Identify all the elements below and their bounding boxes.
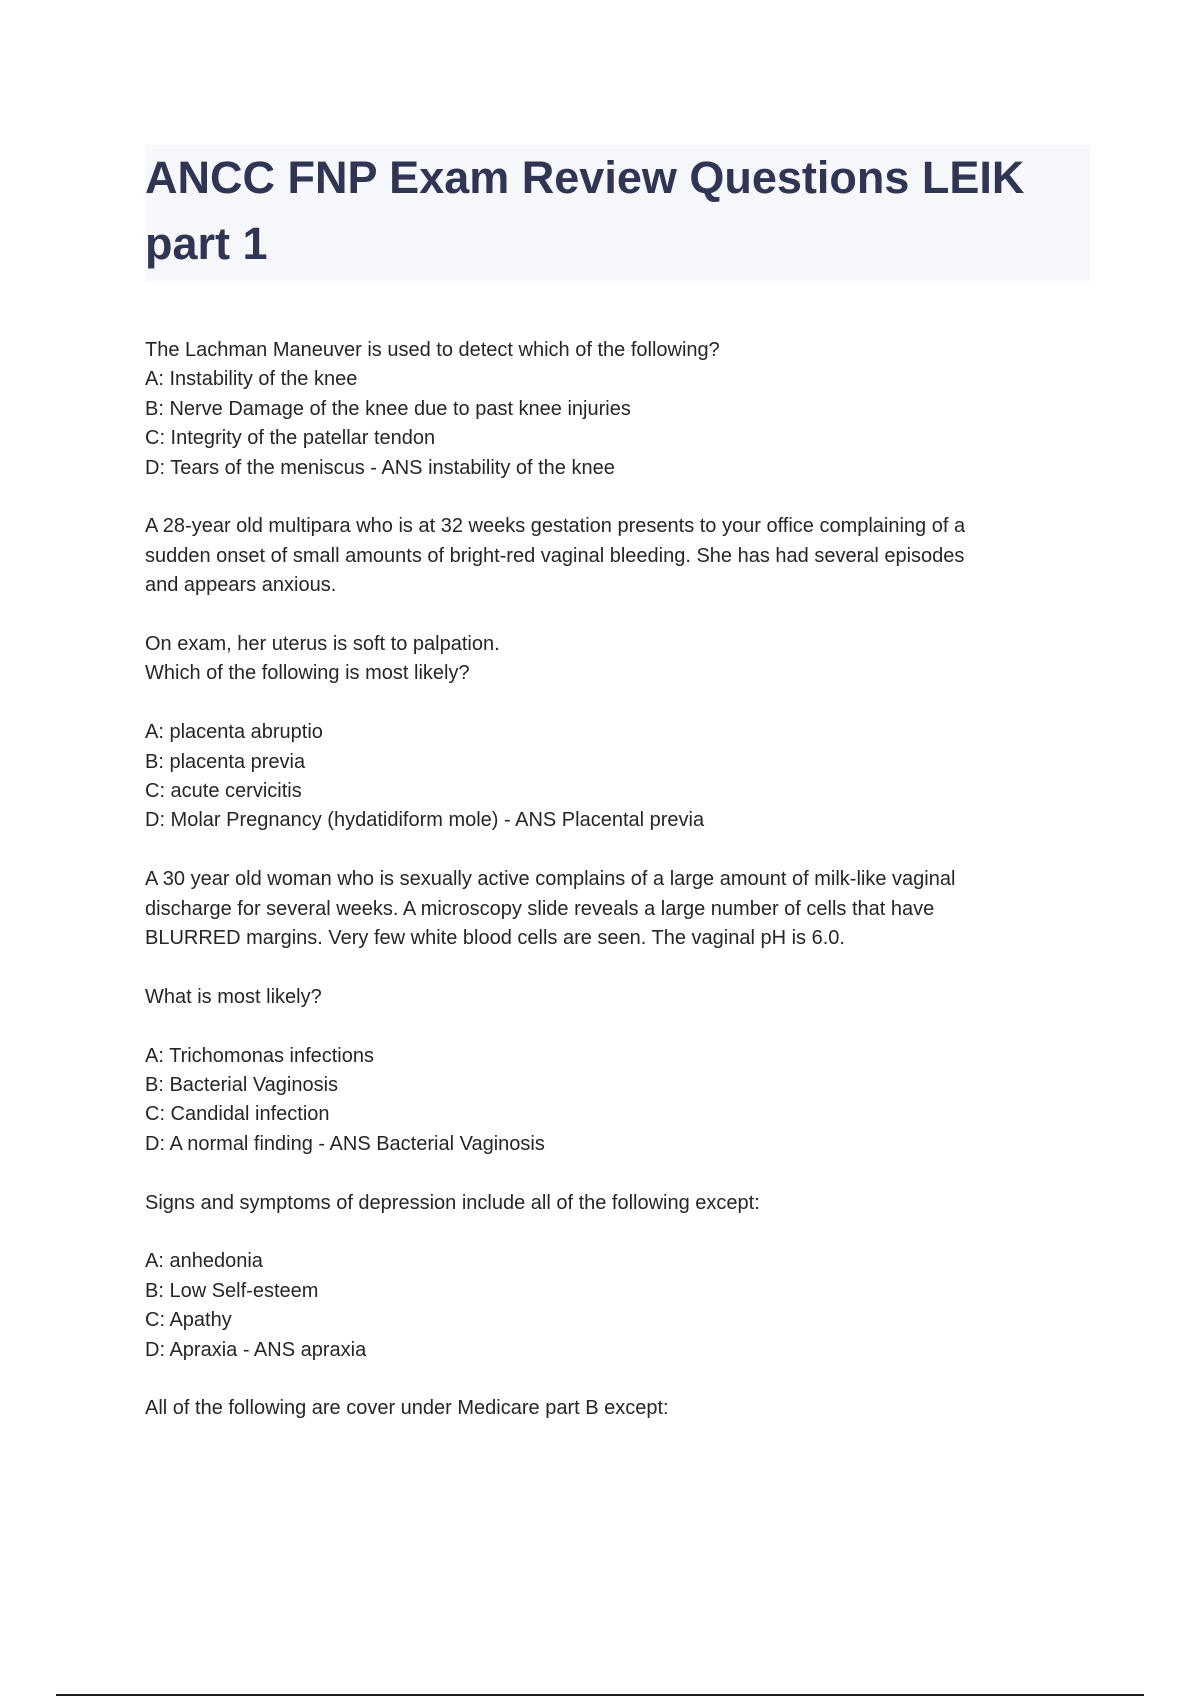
question-2 (145, 512, 1090, 835)
question-stem: A 30 year old woman who is sexually active complains of a large amount of milk-like vaginal (145, 868, 956, 891)
question-stem: All of the following are cover under Medicare part B except: (145, 1397, 669, 1420)
answer-option-c: C: Apathy (145, 1309, 232, 1332)
answer-option-a: A: anhedonia (145, 1250, 263, 1273)
question-3 (145, 865, 1090, 1159)
title-box (145, 145, 1090, 281)
answer-option-b: B: placenta previa (145, 750, 306, 773)
answer-option-a: A: placenta abruptio (145, 721, 323, 744)
question-stem: A 28-year old multipara who is at 32 weeks gestation presents to your office complaining of a (145, 515, 966, 538)
title-line-2: part 1 (145, 218, 268, 269)
document-title (145, 145, 1090, 277)
answer-option-c: C: Candidal infection (145, 1103, 330, 1126)
question-stem: discharge for several weeks. A microscopy slide reveals a large number of cells that have (145, 897, 935, 920)
answer-option-b: B: Bacterial Vaginosis (145, 1074, 339, 1097)
page-divider (56, 1694, 1144, 1696)
title-line-1: ANCC FNP Exam Review Questions LEIK (145, 152, 1025, 203)
answer-option-b: B: Low Self-esteem (145, 1279, 319, 1302)
question-4 (145, 1189, 1090, 1365)
answer-option-c: C: Integrity of the patellar tendon (145, 427, 436, 450)
question-stem: and appears anxious. (145, 574, 337, 597)
answer-option-d: D: Tears of the meniscus - ANS instability of the knee (145, 456, 615, 479)
question-5 (145, 1394, 1090, 1423)
question-prompt: What is most likely? (145, 985, 322, 1008)
question-1 (145, 336, 1090, 483)
answer-option-b: B: Nerve Damage of the knee due to past knee injuries (145, 397, 631, 420)
question-stem: On exam, her uterus is soft to palpation. (145, 633, 500, 656)
question-stem: Signs and symptoms of depression include all of the following except: (145, 1191, 760, 1214)
question-stem: sudden onset of small amounts of bright-red vaginal bleeding. She has had several episodes (145, 544, 965, 567)
document-body (145, 336, 1090, 1424)
answer-option-d: D: Apraxia - ANS apraxia (145, 1338, 367, 1361)
question-prompt: Which of the following is most likely? (145, 662, 470, 685)
question-stem: BLURRED margins. Very few white blood cells are seen. The vaginal pH is 6.0. (145, 927, 845, 950)
question-stem: The Lachman Maneuver is used to detect which of the following? (145, 339, 720, 361)
answer-option-d: D: Molar Pregnancy (hydatidiform mole) - ANS Placental previa (145, 809, 705, 832)
answer-option-a: A: Trichomonas infections (145, 1044, 374, 1067)
answer-option-d: D: A normal finding - ANS Bacterial Vaginosis (145, 1132, 545, 1155)
answer-option-a: A: Instability of the knee (145, 368, 358, 391)
answer-option-c: C: acute cervicitis (145, 780, 302, 803)
